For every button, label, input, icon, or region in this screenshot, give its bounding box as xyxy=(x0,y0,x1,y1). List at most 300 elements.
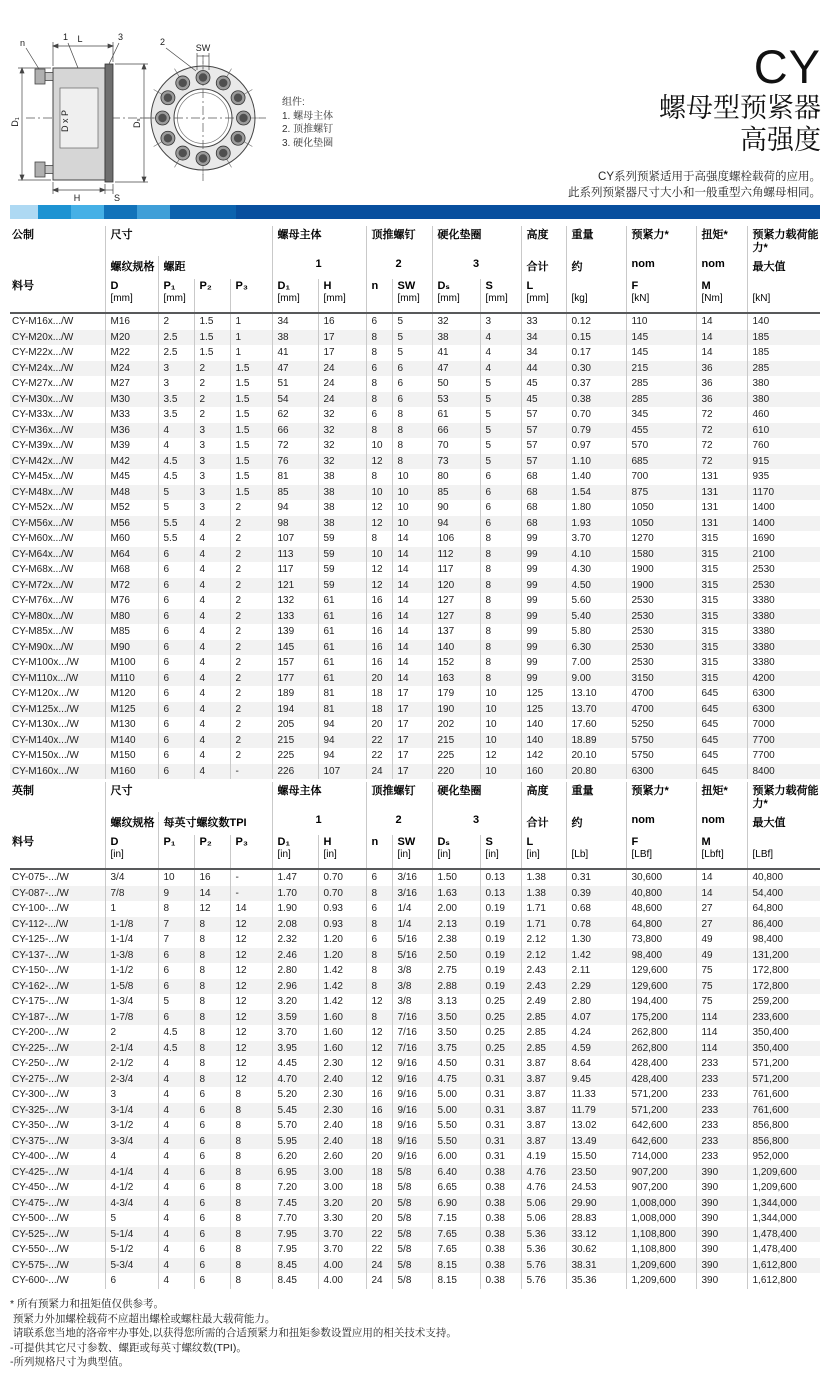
table-cell: 5.00 xyxy=(432,1103,480,1119)
table-cell: 6 xyxy=(105,1273,158,1289)
table-cell: 5 xyxy=(158,500,194,516)
table-cell: 215 xyxy=(626,361,696,377)
table-cell: 98,400 xyxy=(626,948,696,964)
table-cell: 1,209,600 xyxy=(626,1258,696,1274)
table-cell: 2-1/2 xyxy=(105,1056,158,1072)
table-cell: 1.5 xyxy=(194,330,230,346)
table-cell: 0.31 xyxy=(480,1103,521,1119)
table-cell: 32 xyxy=(318,407,366,423)
table-cell: 12 xyxy=(366,500,392,516)
table-cell: 0.38 xyxy=(480,1180,521,1196)
table-cell: 3/16 xyxy=(392,886,432,902)
table-cell: 8 xyxy=(480,547,521,563)
leader-n xyxy=(26,48,39,69)
table-cell: 5/8 xyxy=(392,1211,432,1227)
table-cell: 12 xyxy=(366,1072,392,1088)
table-cell: 94 xyxy=(318,748,366,764)
table-cell: 10 xyxy=(392,469,432,485)
table-cell: 4200 xyxy=(747,671,820,687)
table-cell: 17.60 xyxy=(566,717,626,733)
table-cell: 1900 xyxy=(626,578,696,594)
table-cell: 2.12 xyxy=(521,932,566,948)
table-cell: 145 xyxy=(626,330,696,346)
table-cell: CY-425-.../W xyxy=(12,1166,69,1178)
table-cell: 6 xyxy=(194,1227,230,1243)
table-cell: 0.19 xyxy=(480,917,521,933)
table-cell: CY-M42x.../W xyxy=(12,455,74,467)
table-cell: 172,800 xyxy=(747,979,820,995)
table-cell: 152 xyxy=(432,655,480,671)
table-cell: 14 xyxy=(392,609,432,625)
table-cell: 233 xyxy=(696,1072,747,1088)
table-row xyxy=(10,500,820,516)
table-cell: 2 xyxy=(230,593,272,609)
table-cell: M20 xyxy=(105,330,158,346)
table-cell: CY-075-.../W xyxy=(12,872,69,883)
table-cell: 16 xyxy=(366,593,392,609)
table-cell: 2 xyxy=(230,702,272,718)
table-row xyxy=(10,640,820,656)
column-header: P₂ xyxy=(194,835,230,869)
table-cell: 131 xyxy=(696,516,747,532)
table-cell: 16 xyxy=(194,869,230,886)
table-cell: 4.50 xyxy=(566,578,626,594)
table-cell: 7.65 xyxy=(432,1227,480,1243)
table-cell: 6 xyxy=(366,407,392,423)
table-cell: 4 xyxy=(158,1242,194,1258)
group-jack-bolts: 顶推螺钉 xyxy=(366,782,432,812)
table-cell: 6 xyxy=(158,609,194,625)
table-cell: 233,600 xyxy=(747,1010,820,1026)
table-cell: 1400 xyxy=(747,500,820,516)
table-cell: 6 xyxy=(158,578,194,594)
table-cell: 8 xyxy=(230,1103,272,1119)
table-cell: 6.20 xyxy=(272,1149,318,1165)
table-cell: 12 xyxy=(366,1041,392,1057)
table-cell: 3.59 xyxy=(272,1010,318,1026)
sub-pitch: 螺距 xyxy=(158,256,272,279)
table-cell: 5 xyxy=(392,313,432,330)
table-cell: 2.40 xyxy=(318,1134,366,1150)
table-cell: 1,008,000 xyxy=(626,1196,696,1212)
table-cell: 12 xyxy=(366,454,392,470)
legend-item: 2. 顶推螺钉 xyxy=(282,124,334,135)
table-cell: 17 xyxy=(392,717,432,733)
sub-approx: 约 xyxy=(566,812,626,835)
table-cell: M90 xyxy=(105,640,158,656)
table-cell: 5.50 xyxy=(432,1134,480,1150)
label-3: 3 xyxy=(118,32,124,42)
table-cell: 1-1/4 xyxy=(105,932,158,948)
table-cell: M30 xyxy=(105,392,158,408)
table-cell: 16 xyxy=(366,1087,392,1103)
table-cell: 6 xyxy=(480,485,521,501)
table-cell: 10 xyxy=(366,438,392,454)
table-cell: 5/8 xyxy=(392,1196,432,1212)
table-cell: 114 xyxy=(696,1025,747,1041)
table-cell: CY-275-.../W xyxy=(12,1073,69,1085)
table-cell: 36 xyxy=(696,392,747,408)
table-row xyxy=(10,361,820,377)
table-cell: 6 xyxy=(194,1165,230,1181)
table-cell: 106 xyxy=(432,531,480,547)
table-cell: 3.00 xyxy=(318,1165,366,1181)
table-cell: 14 xyxy=(696,313,747,330)
table-cell: 32 xyxy=(318,454,366,470)
table-cell: 2.40 xyxy=(318,1118,366,1134)
sub-nom: nom xyxy=(626,256,696,279)
group-preload: 预紧力* xyxy=(626,782,696,812)
table-cell: 1,108,800 xyxy=(626,1227,696,1243)
table-cell: 1.5 xyxy=(230,361,272,377)
table-cell: 94 xyxy=(272,500,318,516)
label-Ds: Dₛ xyxy=(132,118,142,128)
table-cell: 3 xyxy=(158,376,194,392)
table-cell: 90 xyxy=(432,500,480,516)
blank-cell xyxy=(10,812,105,835)
table-cell: 233 xyxy=(696,1134,747,1150)
table-cell: 3.87 xyxy=(521,1087,566,1103)
table-cell: 1.38 xyxy=(521,869,566,886)
table-cell: 315 xyxy=(696,547,747,563)
table-cell: M72 xyxy=(105,578,158,594)
table-cell: CY-112-.../W xyxy=(12,918,69,930)
table-cell: 5 xyxy=(480,423,521,439)
footnotes xyxy=(10,1297,457,1370)
sub-total: 合计 xyxy=(521,256,566,279)
table-cell: 1,478,400 xyxy=(747,1227,820,1243)
table-cell: 2.96 xyxy=(272,979,318,995)
table-cell: 2530 xyxy=(626,624,696,640)
table-cell: 73,800 xyxy=(626,932,696,948)
table-cell: 38 xyxy=(318,469,366,485)
metric-spec-table xyxy=(10,226,820,779)
table-cell: 2.80 xyxy=(566,994,626,1010)
table-cell: 7700 xyxy=(747,733,820,749)
table-cell: CY-225-.../W xyxy=(12,1042,69,1054)
table-cell: 1400 xyxy=(747,516,820,532)
table-cell: 7.45 xyxy=(272,1196,318,1212)
table-cell: 16 xyxy=(366,609,392,625)
brand-color-bar xyxy=(10,205,820,219)
table-cell: CY-M16x.../W xyxy=(12,316,74,327)
table-cell: 3 xyxy=(105,1087,158,1103)
table-cell: 125 xyxy=(521,702,566,718)
table-cell: CY-475-.../W xyxy=(12,1197,69,1209)
table-cell: 2530 xyxy=(747,562,820,578)
imperial-table-body xyxy=(10,869,820,1289)
table-cell: 1-3/4 xyxy=(105,994,158,1010)
table-cell: 0.39 xyxy=(566,886,626,902)
table-cell: 6 xyxy=(194,1103,230,1119)
table-cell: 7.65 xyxy=(432,1242,480,1258)
table-cell: 12 xyxy=(230,994,272,1010)
table-cell: 0.78 xyxy=(566,917,626,933)
table-cell: 2 xyxy=(230,717,272,733)
table-cell: 13.49 xyxy=(566,1134,626,1150)
table-cell: 14 xyxy=(392,578,432,594)
table-cell: 2.30 xyxy=(318,1103,366,1119)
table-cell: 8 xyxy=(392,438,432,454)
table-cell: 73 xyxy=(432,454,480,470)
table-cell: 133 xyxy=(272,609,318,625)
table-row xyxy=(10,1258,820,1274)
table-cell: 45 xyxy=(521,376,566,392)
sub-header-row xyxy=(10,812,820,835)
table-cell: 262,800 xyxy=(626,1041,696,1057)
table-cell: 98 xyxy=(272,516,318,532)
table-cell: 3.30 xyxy=(318,1211,366,1227)
table-cell: 8 xyxy=(230,1242,272,1258)
table-cell: 18 xyxy=(366,1165,392,1181)
table-row xyxy=(10,1041,820,1057)
table-cell: 4 xyxy=(194,531,230,547)
table-cell: 4 xyxy=(480,345,521,361)
table-cell: 4.75 xyxy=(432,1072,480,1088)
table-cell: 4 xyxy=(194,764,230,780)
table-cell: 6 xyxy=(194,1134,230,1150)
sub-item-2: 2 xyxy=(366,812,432,835)
table-cell: 132 xyxy=(272,593,318,609)
table-cell: 131,200 xyxy=(747,948,820,964)
table-cell: 4.76 xyxy=(521,1165,566,1181)
table-cell: 4-1/2 xyxy=(105,1180,158,1196)
table-cell: 642,600 xyxy=(626,1118,696,1134)
table-cell: 1 xyxy=(105,901,158,917)
table-cell: CY-M24x.../W xyxy=(12,362,74,374)
table-cell: 57 xyxy=(521,438,566,454)
table-cell: 3.87 xyxy=(521,1056,566,1072)
table-cell: 20 xyxy=(366,717,392,733)
table-cell: M120 xyxy=(105,686,158,702)
column-header: D₁ [mm] xyxy=(272,279,318,313)
table-cell: 24 xyxy=(366,764,392,780)
table-cell: 315 xyxy=(696,655,747,671)
table-cell: 315 xyxy=(696,609,747,625)
column-header: n xyxy=(366,835,392,869)
table-cell: 5/16 xyxy=(392,948,432,964)
sub-nom: nom xyxy=(696,812,747,835)
table-cell: 8 xyxy=(480,531,521,547)
table-cell: 5.95 xyxy=(272,1134,318,1150)
table-cell: 10 xyxy=(480,733,521,749)
table-cell: 8 xyxy=(194,1056,230,1072)
table-cell: 3 xyxy=(194,500,230,516)
jack-bolt-bottom xyxy=(35,162,53,177)
table-cell: 5/8 xyxy=(392,1273,432,1289)
table-cell: 4 xyxy=(158,1087,194,1103)
table-cell: 4 xyxy=(194,640,230,656)
table-cell: 5 xyxy=(158,485,194,501)
leader-2 xyxy=(166,48,196,71)
table-row xyxy=(10,516,820,532)
table-cell: 3.70 xyxy=(318,1227,366,1243)
table-cell: 4.00 xyxy=(318,1258,366,1274)
table-cell: 8 xyxy=(480,640,521,656)
table-cell: 1,478,400 xyxy=(747,1242,820,1258)
table-cell: 9 xyxy=(158,886,194,902)
dim-D1 xyxy=(18,68,51,180)
table-cell: 8 xyxy=(230,1227,272,1243)
sub-item-1: 1 xyxy=(272,256,366,279)
table-cell: 2.50 xyxy=(432,948,480,964)
table-cell: 18.89 xyxy=(566,733,626,749)
table-cell: 2530 xyxy=(626,640,696,656)
table-cell: 1170 xyxy=(747,485,820,501)
table-cell: 2 xyxy=(230,748,272,764)
table-cell: - xyxy=(230,764,272,780)
table-cell: 856,800 xyxy=(747,1118,820,1134)
table-cell: 390 xyxy=(696,1196,747,1212)
table-cell: 2-3/4 xyxy=(105,1072,158,1088)
table-cell: 2.13 xyxy=(432,917,480,933)
table-cell: CY-M76x.../W xyxy=(12,595,74,606)
table-cell: 5-1/2 xyxy=(105,1242,158,1258)
table-row xyxy=(10,901,820,917)
table-row xyxy=(10,1103,820,1119)
table-cell: 0.70 xyxy=(318,869,366,886)
table-cell: 72 xyxy=(272,438,318,454)
table-cell: 202 xyxy=(432,717,480,733)
table-cell: 4 xyxy=(194,748,230,764)
table-cell: 22 xyxy=(366,748,392,764)
table-cell: CY-350-.../W xyxy=(12,1120,69,1131)
table-cell: 262,800 xyxy=(626,1025,696,1041)
table-cell: 5/8 xyxy=(392,1227,432,1243)
table-cell: M85 xyxy=(105,624,158,640)
imperial-spec-table xyxy=(10,782,820,1289)
column-header: H [mm] xyxy=(318,279,366,313)
sub-item-2: 2 xyxy=(366,256,432,279)
table-cell: 8 xyxy=(194,994,230,1010)
table-cell: 61 xyxy=(318,609,366,625)
table-cell: 2 xyxy=(230,624,272,640)
group-torque: 扭矩* xyxy=(696,226,747,256)
table-cell: M48 xyxy=(105,485,158,501)
table-cell: 94 xyxy=(318,733,366,749)
table-cell: 80 xyxy=(432,469,480,485)
table-cell: 5 xyxy=(158,994,194,1010)
table-cell: 4.50 xyxy=(432,1056,480,1072)
table-cell: CY-M52x.../W xyxy=(12,502,74,513)
table-cell: 0.13 xyxy=(480,886,521,902)
table-cell: 86,400 xyxy=(747,917,820,933)
table-cell: 12 xyxy=(230,963,272,979)
table-cell: 428,400 xyxy=(626,1072,696,1088)
table-cell: 7.20 xyxy=(272,1180,318,1196)
table-row xyxy=(10,948,820,964)
table-cell: 285 xyxy=(626,392,696,408)
table-cell: 1580 xyxy=(626,547,696,563)
table-cell: 700 xyxy=(626,469,696,485)
label-L: L xyxy=(77,34,83,44)
sub-max: 最大值 xyxy=(747,256,820,279)
table-row xyxy=(10,578,820,594)
table-cell: 0.93 xyxy=(318,901,366,917)
table-cell: 6300 xyxy=(626,764,696,780)
table-cell: 5.5 xyxy=(158,516,194,532)
table-cell: 51 xyxy=(272,376,318,392)
table-cell: 1.5 xyxy=(230,469,272,485)
table-cell: 0.70 xyxy=(566,407,626,423)
table-cell: 315 xyxy=(696,531,747,547)
table-cell: 4.30 xyxy=(566,562,626,578)
table-cell: 12 xyxy=(230,979,272,995)
table-cell: 761,600 xyxy=(747,1103,820,1119)
table-cell: 6 xyxy=(480,469,521,485)
table-cell: 1 xyxy=(230,313,272,330)
table-cell: 7.95 xyxy=(272,1227,318,1243)
table-row xyxy=(10,593,820,609)
table-cell: 16 xyxy=(318,313,366,330)
table-cell: 4.07 xyxy=(566,1010,626,1026)
table-cell: 9/16 xyxy=(392,1072,432,1088)
table-cell: 8 xyxy=(392,407,432,423)
table-cell: 9.45 xyxy=(566,1072,626,1088)
table-cell: 6.65 xyxy=(432,1180,480,1196)
table-cell: 15.50 xyxy=(566,1149,626,1165)
column-header: D [mm] xyxy=(105,279,158,313)
page-title: 螺母型预紧器 xyxy=(659,93,821,123)
table-cell: 7.00 xyxy=(566,655,626,671)
brand-bar-segment xyxy=(38,205,71,219)
table-cell: 2.29 xyxy=(566,979,626,995)
column-header: F [LBf] xyxy=(626,835,696,869)
table-cell: 68 xyxy=(521,485,566,501)
table-cell: 0.19 xyxy=(480,901,521,917)
table-row xyxy=(10,686,820,702)
table-cell: 4 xyxy=(480,361,521,377)
table-cell: 1.63 xyxy=(432,886,480,902)
table-cell: 3 xyxy=(194,423,230,439)
table-cell: CY-162-.../W xyxy=(12,980,69,992)
table-cell: 0.30 xyxy=(566,361,626,377)
table-cell: 5 xyxy=(392,345,432,361)
table-cell: 1.5 xyxy=(230,376,272,392)
table-cell: 1900 xyxy=(626,562,696,578)
table-cell: 3.70 xyxy=(318,1242,366,1258)
group-capacity: 预紧力载荷能力* xyxy=(747,226,820,256)
table-cell: 8 xyxy=(366,886,392,902)
table-cell: 6 xyxy=(366,361,392,377)
table-cell: 7000 xyxy=(747,717,820,733)
table-row xyxy=(10,733,820,749)
table-cell: 129,600 xyxy=(626,963,696,979)
table-cell: 4.00 xyxy=(318,1273,366,1289)
table-cell: 1,612,800 xyxy=(747,1258,820,1274)
table-cell: 61 xyxy=(432,407,480,423)
table-cell: 35.36 xyxy=(566,1273,626,1289)
footnote-line: 预紧力外加螺栓载荷不应超出螺栓或螺柱最大载荷能力。 xyxy=(10,1312,276,1325)
table-cell: - xyxy=(230,869,272,886)
table-cell: 8 xyxy=(230,1165,272,1181)
legend-item: 3. 硬化垫圈 xyxy=(282,137,334,149)
table-row xyxy=(10,609,820,625)
table-cell: 761,600 xyxy=(747,1087,820,1103)
table-cell: 3/16 xyxy=(392,869,432,886)
table-cell: 2 xyxy=(230,500,272,516)
table-row xyxy=(10,748,820,764)
table-cell: 14 xyxy=(696,330,747,346)
table-cell: 6 xyxy=(158,655,194,671)
table-cell: 68 xyxy=(521,516,566,532)
group-height: 高度 xyxy=(521,226,566,256)
sub-nom: nom xyxy=(696,256,747,279)
table-cell: 0.25 xyxy=(480,994,521,1010)
table-cell: 13.02 xyxy=(566,1118,626,1134)
table-row xyxy=(10,407,820,423)
column-header: [Lb] xyxy=(566,835,626,869)
